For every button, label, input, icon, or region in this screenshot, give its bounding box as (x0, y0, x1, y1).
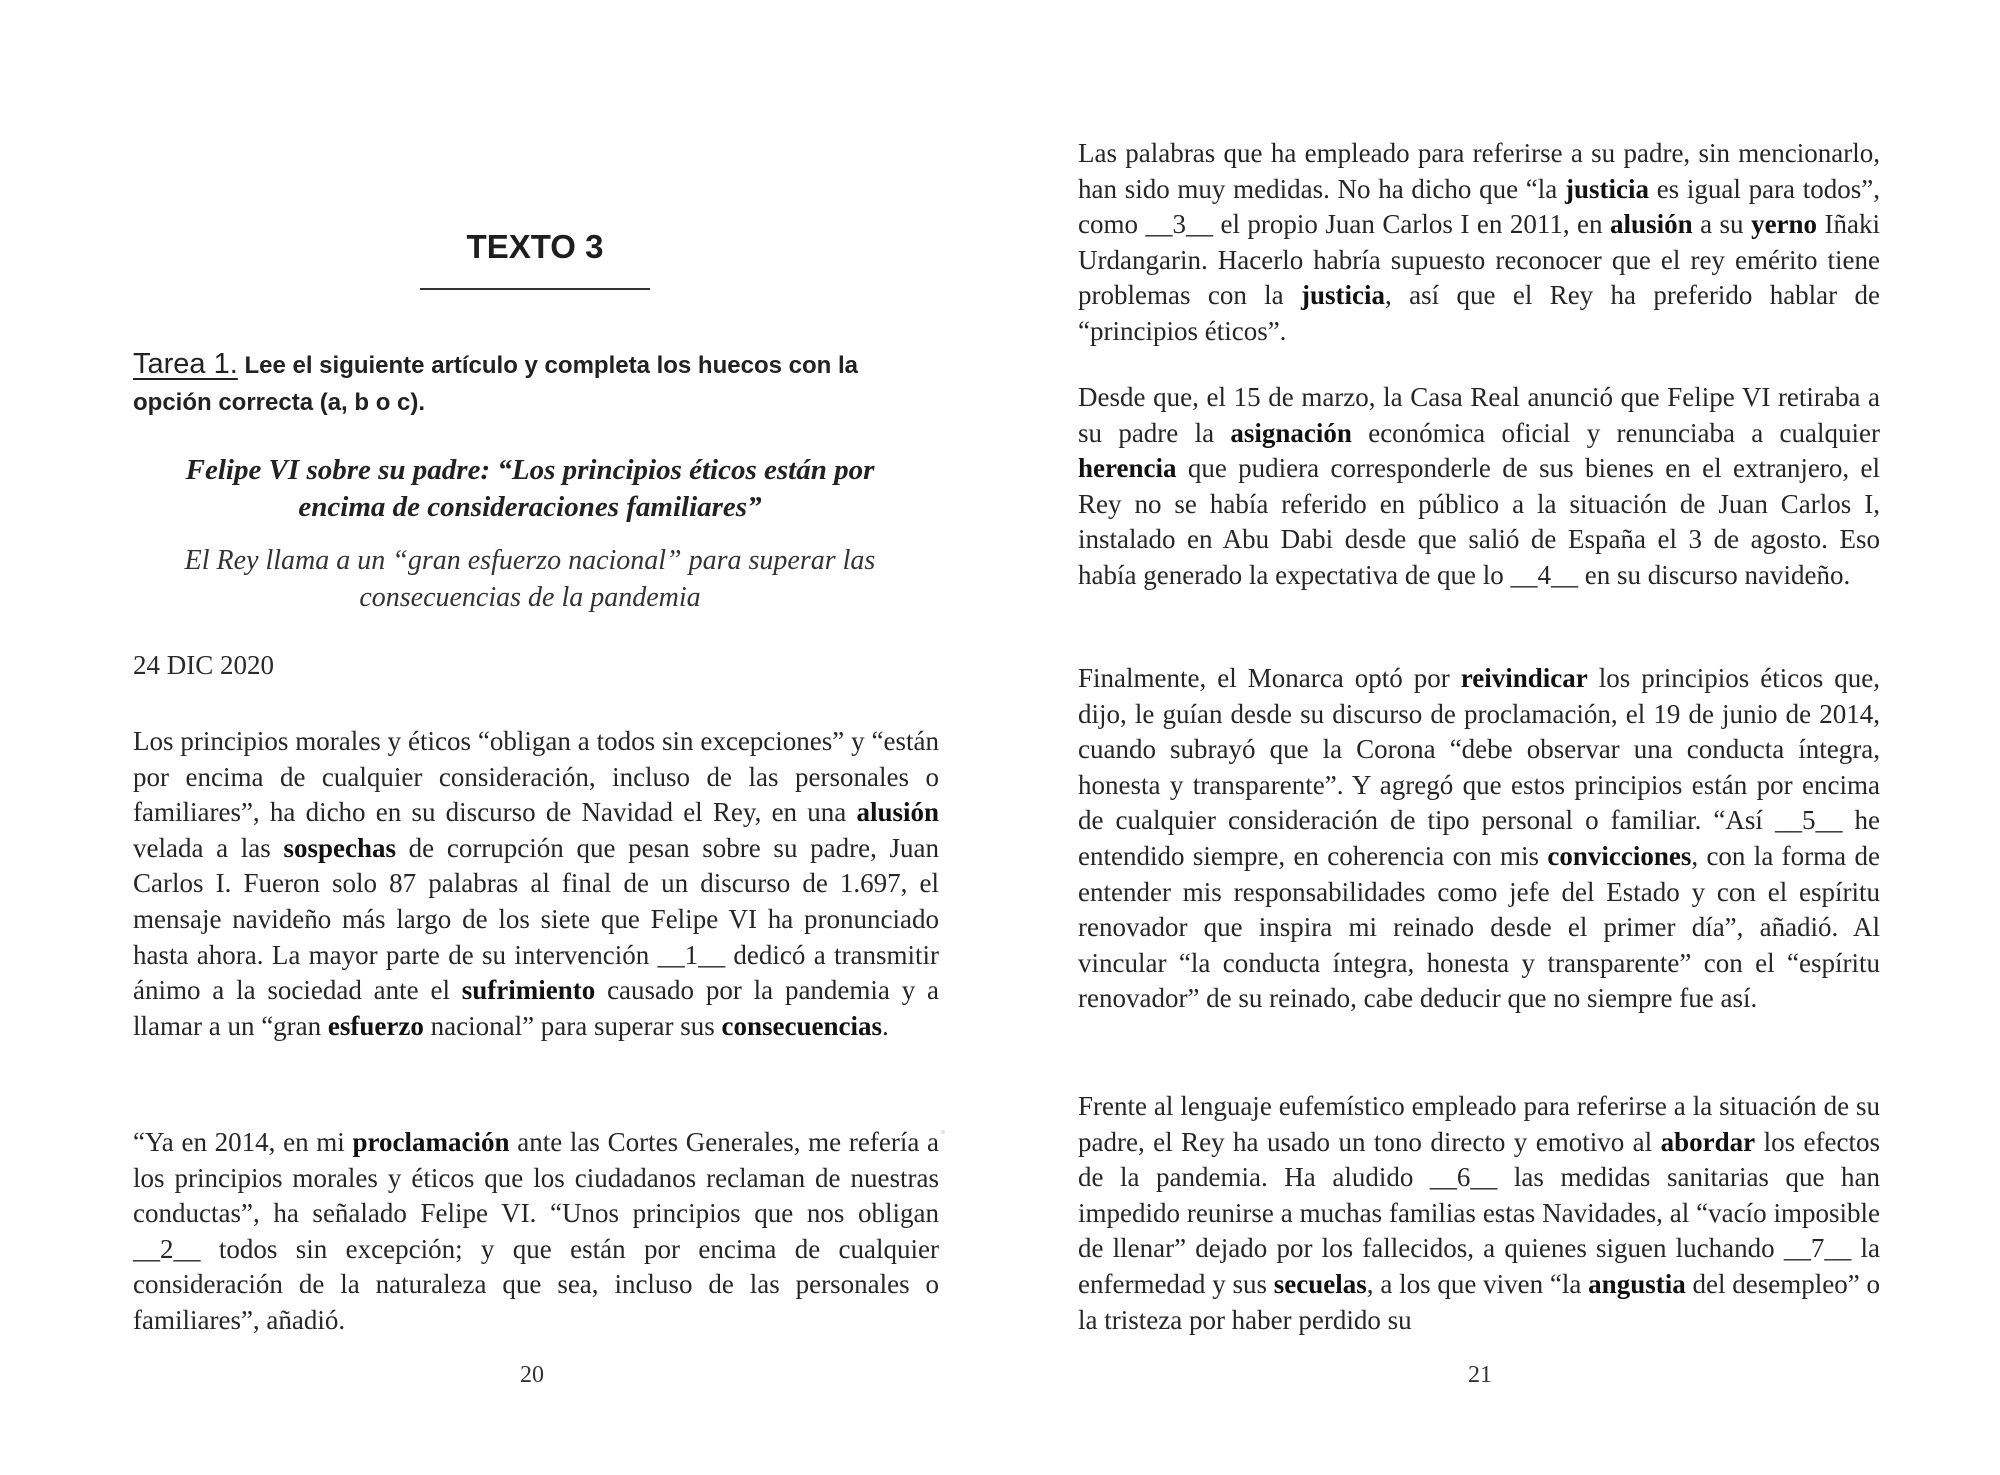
page-number-left: 20 (520, 1362, 544, 1388)
paragraph-right-3: Finalmente, el Monarca optó por reivindicar los principios éticos que, dijo, le guían desde su discurso de proclamación, el 19 de junio de 2014, cuando subrayó que la Corona “debe observar una conducta íntegra, honesta y transparente”. Y agregó que estos principios están por encima de cualquier consideración de tipo personal o familiar. “Así __5__ he entendido siempre, en coherencia con mis convicciones, con la forma de entender mis responsabilidades como jefe del Estado y con el espíritu renovador que inspira mi reinado desde el primer día”, añadió. Al vincular “la conducta íntegra, honesta y transparente” con el “espíritu renovador” de su reinado, cabe deducir que no siempre fue así. (1078, 663, 1880, 1014)
paragraph-right-1: Las palabras que ha empleado para referirse a su padre, sin mencionarlo, han sido muy medidas. No ha dicho que “la justicia es igual para todos”, como __3__ el propio Juan Carlos I en 2011, en alusión a su yerno Iñaki Urdangarin. Hacerlo habría supuesto reconocer que el rey emérito tiene problemas con la justicia, así que el Rey ha preferido hablar de “principios éticos”. (1078, 138, 1881, 346)
task-text: Lee el siguiente artículo y completa los huecos con la opción correcta (a, b o c). (133, 352, 858, 416)
article-subheadline: El Rey llama a un “gran esfuerzo nacional” para superar las consecuencias de la pandemia (184, 545, 876, 613)
paragraph-left-1: Los principios morales y éticos “obligan a todos sin excepciones” y “están por encima de cualquier consideración, incluso de las personales o familiares”, ha dicho en su discurso de Navidad el Rey, en una alusión velada a las sospechas de corrupción que pesan sobre su padre, Juan Carlos I. Fueron solo 87 palabras al final de un discurso de 1.697, el mensaje navideño más largo de los siete que Felipe VI ha pronunciado hasta ahora. La mayor parte de su intervención __1__ dedicó a transmitir ánimo a la sociedad ante el sufrimiento causado por la pandemia y a llamar a un “gran esfuerzo nacional” para superar sus consecuencias. (133, 726, 940, 1041)
paragraph-right-4: Frente al lenguaje eufemístico empleado para referirse a la situación de su padre, el Rey ha usado un tono directo y emotivo al abordar los efectos de la pandemia. Ha aludido __6__ las medidas sanitarias que han impedido reunirse a muchas familias estas Navidades, al “vacío imposible de llenar” dejado por los fallecidos, a quienes siguen luchando __7__ la enfermedad y sus secuelas, a los que viven “la angustia del desempleo” o la tristeza por haber perdido su (1078, 1091, 1881, 1335)
article-date: 24 DIC 2020 (133, 650, 274, 680)
section-title: TEXTO 3 (466, 228, 604, 265)
article-headline: Felipe VI sobre su padre: “Los principios éticos están por encima de consideraciones familiares” (185, 454, 875, 523)
paragraph-right-2: Desde que, el 15 de marzo, la Casa Real anunció que Felipe VI retiraba a su padre la asignación económica oficial y renunciaba a cualquier herencia que pudiera corresponderle de sus bienes en el extranjero, el Rey no se había referido en público a la situación de Juan Carlos I, instalado en Abu Dabi desde que salió de España el 3 de agosto. Eso había generado la expectativa de que lo __4__ en su discurso navideño. (1078, 382, 1880, 590)
page-number-right: 21 (1468, 1362, 1492, 1388)
task-instruction (133, 346, 943, 421)
task-label: Tarea 1. (133, 348, 238, 380)
right-page (1000, 0, 2000, 1475)
paragraph-left-2: “Ya en 2014, en mi proclamación ante las Cortes Generales, me refería a los principios morales y éticos que los ciudadanos reclaman de nuestras conductas”, ha señalado Felipe VI. “Unos principios que nos obligan __2__ todos sin excepción; y que están por encima de cualquier consideración de la naturaleza que sea, incluso de las personales o familiares”, añadió. (133, 1127, 939, 1335)
title-underline (420, 288, 650, 290)
scan-speck (941, 1130, 945, 1134)
